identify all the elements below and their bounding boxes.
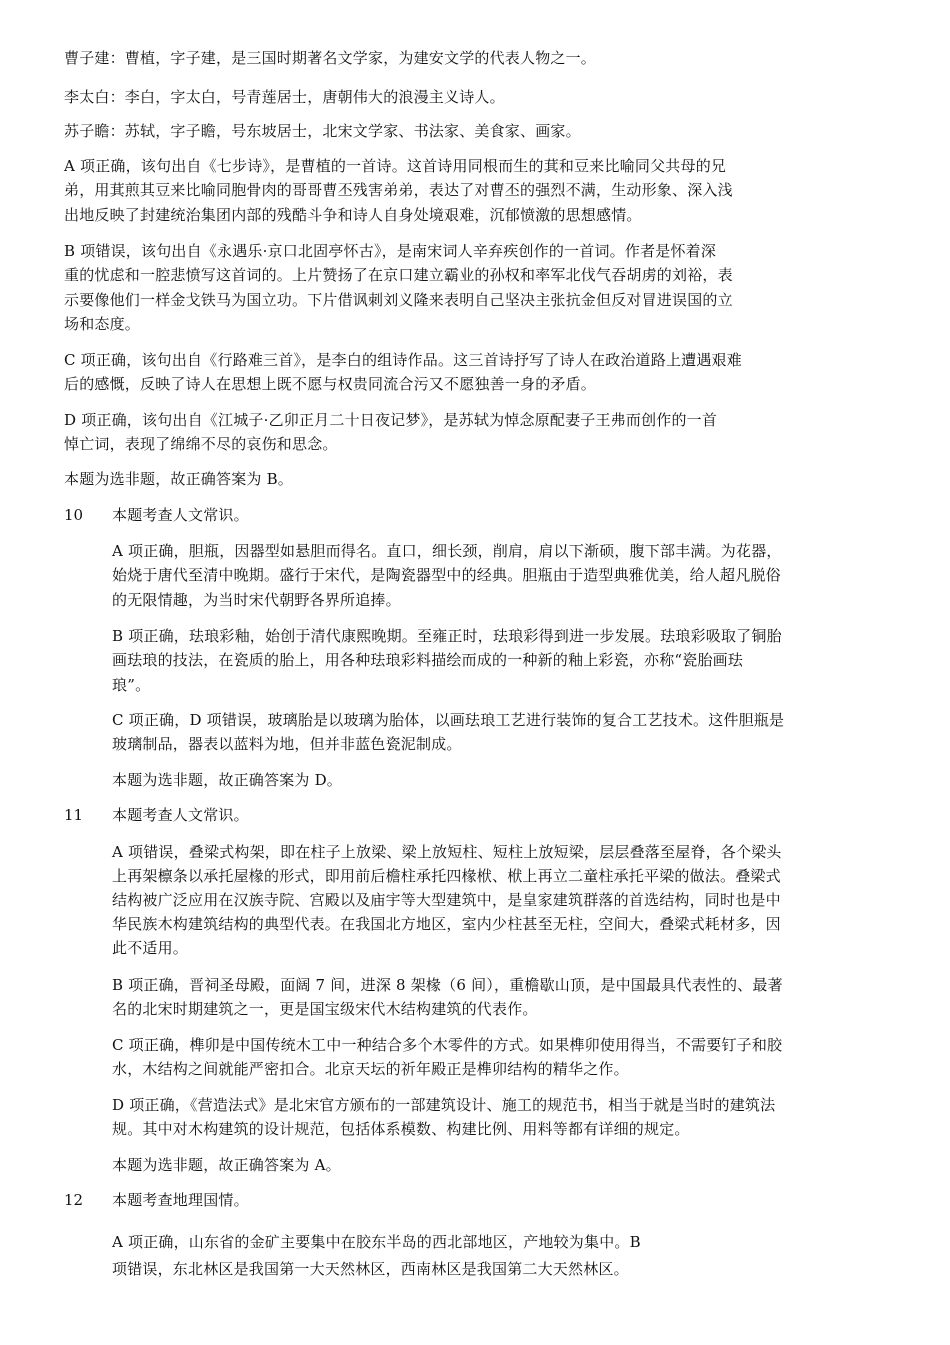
q9-option-b-line: B 项错误，该句出自《永遇乐·京口北固亭怀古》，是南宋词人辛弃疾创作的一首词。作者是怀着深 xyxy=(64,242,717,260)
q11-option-a-line: 结构被广泛应用在汉族寺院、宫殿以及庙宇等大型建筑中，是皇家建筑群落的首选结构，同时也是中 xyxy=(112,891,781,909)
q11-topic: 本题考查人文常识。 xyxy=(112,806,249,824)
q10-answer: 本题为选非题，故正确答案为 D。 xyxy=(112,771,342,789)
q9-option-a-line: A 项正确，该句出自《七步诗》，是曹植的一首诗。这首诗用同根而生的萁和豆来比喻同父共母的兄 xyxy=(64,157,727,175)
q9-option-b-line: 重的忧虑和一腔悲愤写这首词的。上片赞扬了在京口建立霸业的孙权和率军北伐气吞胡虏的刘裕，表 xyxy=(64,266,733,284)
q12-number: 12 xyxy=(64,1191,84,1209)
q10-option-b-line: 画珐琅的技法，在瓷质的胎上，用各种珐琅彩料描绘而成的一种新的釉上彩瓷，亦称“瓷胎画珐 xyxy=(112,651,744,669)
intro-cao-zijian: 曹子建：曹植，字子建，是三国时期著名文学家，为建安文学的代表人物之一。 xyxy=(64,49,597,67)
q10-number: 10 xyxy=(64,506,84,524)
q10-option-a-line: 的无限情趣，为当时宋代朝野各界所追捧。 xyxy=(112,591,401,609)
intro-su-zizhan: 苏子瞻：苏轼，字子瞻，号东坡居士，北宋文学家、书法家、美食家、画家。 xyxy=(64,122,581,140)
q11-option-b-line: 名的北宋时期建筑之一，更是国宝级宋代木结构建筑的代表作。 xyxy=(112,1000,538,1018)
q9-option-c-line: 后的感慨，反映了诗人在思想上既不愿与权贵同流合污又不愿独善一身的矛盾。 xyxy=(64,375,597,393)
q10-option-b-line: 琅”。 xyxy=(112,676,151,694)
q11-answer: 本题为选非题，故正确答案为 A。 xyxy=(112,1156,341,1174)
q11-option-d-line: D 项正确，《营造法式》是北宋官方颁布的一部建筑设计、施工的规范书，相当于就是当时的建筑法 xyxy=(112,1096,776,1114)
q10-topic: 本题考查人文常识。 xyxy=(112,506,249,524)
q9-option-d-line: 悼亡词，表现了绵绵不尽的哀伤和思念。 xyxy=(64,435,338,453)
q9-answer: 本题为选非题，故正确答案为 B。 xyxy=(64,470,293,488)
q11-option-a-line: A 项错误，叠梁式构架，即在柱子上放梁、梁上放短柱、短柱上放短梁，层层叠落至屋脊，各个梁头 xyxy=(112,843,782,861)
q11-number: 11 xyxy=(64,806,84,824)
q10-option-c-line: 玻璃制品，器表以蓝料为地，但并非蓝色瓷泥制成。 xyxy=(112,735,462,753)
q12-option-a-line: A 项正确，山东省的金矿主要集中在胶东半岛的西北部地区，产地较为集中。B xyxy=(112,1233,641,1251)
q9-option-b-line: 场和态度。 xyxy=(64,315,141,333)
q10-option-c-line: C 项正确，D 项错误，玻璃胎是以玻璃为胎体，以画珐琅工艺进行装饰的复合工艺技术。这件胆瓶是 xyxy=(112,711,785,729)
q11-option-c-line: 水，木结构之间就能严密扣合。北京天坛的祈年殿正是榫卯结构的精华之作。 xyxy=(112,1060,629,1078)
q11-option-b-line: B 项正确，晋祠圣母殿，面阔 7 间，进深 8 架椽（6 间），重檐歇山顶，是中国最具代表性的、最著 xyxy=(112,976,783,994)
q9-option-b-line: 示要像他们一样金戈铁马为国立功。下片借讽刺刘义隆来表明自己坚决主张抗金但反对冒进误国的立 xyxy=(64,291,733,309)
q11-option-c-line: C 项正确，榫卯是中国传统木工中一种结合多个木零件的方式。如果榫卯使用得当，不需要钉子和胶 xyxy=(112,1036,783,1054)
q9-option-a-line: 出地反映了封建统治集团内部的残酷斗争和诗人自身处境艰难，沉郁愤激的思想感情。 xyxy=(64,206,642,224)
q12-topic: 本题考查地理国情。 xyxy=(112,1191,249,1209)
q11-option-a-line: 上再架檩条以承托屋椽的形式，即用前后檐柱承托四椽栿、栿上再立二童柱承托平梁的做法。叠梁式 xyxy=(112,867,781,885)
q11-option-d-line: 规。其中对木构建筑的设计规范，包括体系模数、构建比例、用料等都有详细的规定。 xyxy=(112,1120,690,1138)
q9-option-c-line: C 项正确，该句出自《行路难三首》，是李白的组诗作品。这三首诗抒写了诗人在政治道路上遭遇艰难 xyxy=(64,351,742,369)
q11-option-a-line: 此不适用。 xyxy=(112,939,189,957)
q10-option-a-line: A 项正确，胆瓶，因器型如悬胆而得名。直口，细长颈，削肩，肩以下渐硕，腹下部丰满。为花器， xyxy=(112,542,782,560)
q12-option-a-line: 项错误，东北林区是我国第一大天然林区，西南林区是我国第二大天然林区。 xyxy=(112,1260,629,1278)
q10-option-b-line: B 项正确，珐琅彩釉，始创于清代康熙晚期。至雍正时，珐琅彩得到进一步发展。珐琅彩吸取了铜胎 xyxy=(112,627,782,645)
q11-option-a-line: 华民族木构建筑结构的典型代表。在我国北方地区，室内少柱甚至无柱，空间大，叠梁式耗材多，因 xyxy=(112,915,781,933)
q9-option-d-line: D 项正确，该句出自《江城子·乙卯正月二十日夜记梦》，是苏轼为悼念原配妻子王弗而创作的一首 xyxy=(64,411,718,429)
q9-option-a-line: 弟，用萁煎其豆来比喻同胞骨肉的哥哥曹丕残害弟弟，表达了对曹丕的强烈不满，生动形象、深入浅 xyxy=(64,181,733,199)
q10-option-a-line: 始烧于唐代至清中晚期。盛行于宋代，是陶瓷器型中的经典。胆瓶由于造型典雅优美，给人超凡脱俗 xyxy=(112,566,781,584)
intro-li-taibai: 李太白：李白，字太白，号青莲居士，唐朝伟大的浪漫主义诗人。 xyxy=(64,88,505,106)
